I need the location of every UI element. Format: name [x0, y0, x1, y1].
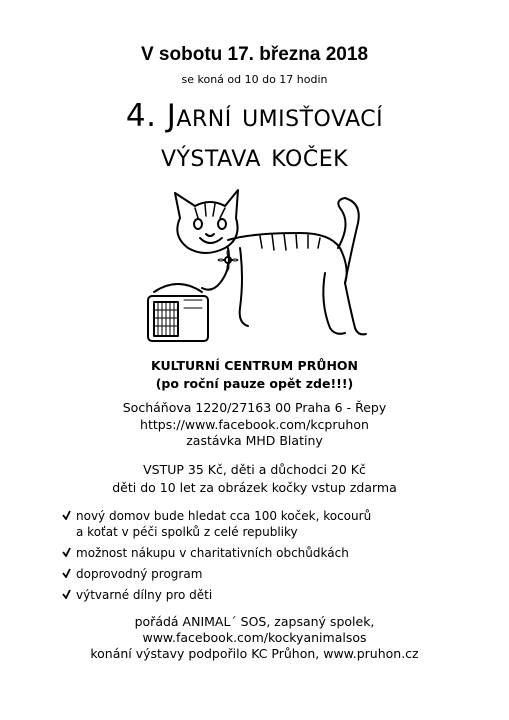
- venue-facebook-link[interactable]: https://www.facebook.com/kcpruhon: [140, 417, 369, 432]
- check-icon: [62, 568, 71, 578]
- venue-transport: zastávka MHD Blatiny: [186, 433, 323, 448]
- cat-illustration-icon: [140, 188, 370, 353]
- venue-note: (po roční pauze opět zde!!!): [155, 376, 354, 391]
- check-icon: [62, 589, 71, 599]
- organizer-line: pořádá ANIMAL´ SOS, zapsaný spolek,: [134, 614, 375, 629]
- check-icon: [62, 510, 71, 520]
- feature-text: nový domov bude hledat cca 100 koček, kocourů: [76, 509, 372, 523]
- feature-text: možnost nákupu v charitativních obchůdkách: [76, 546, 349, 560]
- event-hours: se koná od 10 do 17 hodin: [181, 73, 328, 86]
- feature-text: doprovodný program: [76, 567, 203, 581]
- entry-price: VSTUP 35 Kč, děti a důchodci 20 Kč: [143, 462, 366, 477]
- entry-children-note: děti do 10 let za obrázek kočky vstup zdarma: [112, 480, 397, 495]
- check-icon: [62, 547, 71, 557]
- venue-address: Socháňova 1220/27163 00 Praha 6 - Řepy: [122, 400, 387, 415]
- feature-item: [62, 587, 371, 603]
- feature-text-continued: a koťat v péči spolků z celé republiky: [76, 525, 298, 539]
- event-date: V sobotu 17. března 2018: [140, 44, 369, 65]
- organizer-facebook-link[interactable]: www.facebook.com/kockyanimalsos: [142, 630, 367, 645]
- venue-name: KULTURNÍ CENTRUM PRŮHON: [150, 358, 359, 373]
- event-title-line2: výstava koček: [160, 138, 349, 174]
- feature-text: výtvarné dílny pro děti: [76, 588, 213, 602]
- feature-list: [62, 508, 371, 608]
- sponsor-line: konání výstavy podpořilo KC Průhon, www.pruhon.cz: [90, 646, 419, 661]
- feature-item: [62, 545, 371, 561]
- feature-item: [62, 508, 371, 540]
- feature-item: [62, 566, 371, 582]
- event-title-line1: 4. Jarní umisťovací: [125, 98, 384, 134]
